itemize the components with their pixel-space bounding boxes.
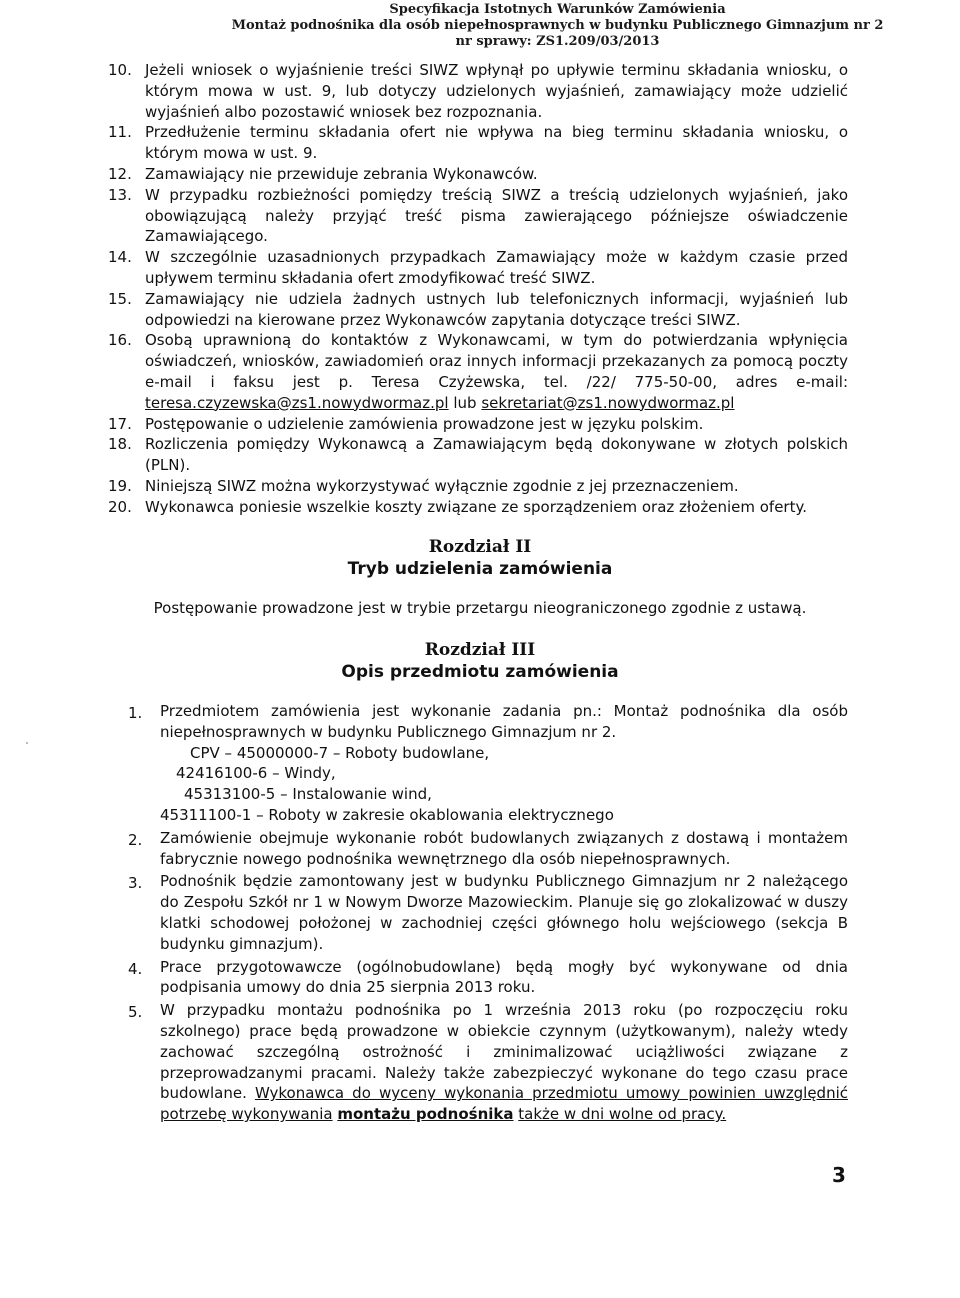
- item-text: Przedmiotem zamówienia jest wykonanie zadania pn.: Montaż podnośnika dla osób niepełnosprawnych w budynku Publicznego Gimnazjum nr 2.: [160, 702, 848, 741]
- list-item: [128, 828, 848, 870]
- item-text: W szczególnie uzasadnionych przypadkach Zamawiający może w każdym czasie przed upływem terminu składania ofert zmodyfikować treść SIWZ.: [145, 248, 848, 287]
- list-item: [128, 871, 848, 954]
- list-item: [108, 164, 848, 185]
- scope-list: [128, 701, 848, 1127]
- item-text: Wykonawca poniesie wszelkie koszty związane ze sporządzeniem oraz złożeniem oferty.: [145, 497, 807, 516]
- list-item: [108, 122, 848, 164]
- or-text: lub: [453, 393, 477, 412]
- item-text: Osobą uprawnioną do kontaktów z Wykonawcami, w tym do potwierdzania wpłynięcia oświadczeń, wniosków, zawiadomień oraz innych informacji przekazanych za pomocą poczty e-mail i faksu jest p. Teresa Czyżewska, tel. /22/ 775-50-00, adres e-mail:: [145, 331, 848, 391]
- list-item: [108, 289, 848, 331]
- list-item: [108, 247, 848, 289]
- item-number: 1.: [128, 704, 143, 722]
- item-text: Rozliczenia pomiędzy Wykonawcą a Zamawiającym będą dokonywane w złotych polskich (PLN).: [145, 435, 848, 475]
- item-text: Postępowanie o udzielenie zamówienia prowadzone jest w języku polskim.: [145, 414, 704, 433]
- item-number: 19.: [108, 476, 132, 495]
- item-number: 13.: [108, 185, 132, 204]
- scan-speck: [26, 742, 28, 744]
- item-number: 10.: [108, 61, 132, 79]
- item-text: Niniejszą SIWZ można wykorzystywać wyłącznie zgodnie z jej przeznaczeniem.: [145, 476, 739, 495]
- email-link-contact[interactable]: teresa.czyzewska@zs1.nowydwormaz.pl: [145, 393, 449, 412]
- item-text: Przedłużenie terminu składania ofert nie wpływa na bieg terminu składania wniosku, o którym mowa w ust. 9.: [145, 123, 848, 163]
- cpv-code: 42416100-6 – Windy,: [176, 764, 336, 783]
- list-item: [108, 330, 848, 413]
- header-title: Specyfikacja Istotnych Warunków Zamówienia: [389, 2, 726, 17]
- section-2-title: Rozdział II: [428, 537, 532, 557]
- item-number: 3.: [128, 874, 143, 893]
- underlined-note-end: także w dni wolne od pracy.: [518, 1105, 727, 1124]
- email-link-secretariat[interactable]: sekretariat@zs1.nowydwormaz.pl: [481, 393, 735, 412]
- cpv-code: 45313100-5 – Instalowanie wind,: [184, 785, 432, 804]
- section-3-title: Rozdział III: [424, 640, 536, 660]
- section-2-subtitle: Tryb udzielenia zamówienia: [347, 559, 613, 579]
- item-text: Zamawiający nie przewiduje zebrania Wykonawców.: [145, 164, 538, 183]
- item-text: W przypadku rozbieżności pomiędzy treścią SIWZ a treścią udzielonych wyjaśnień, jako obowiązującą należy przyjąć treść pisma zawierającego późniejsze oświadczenie Zamawiającego.: [145, 185, 848, 246]
- item-text: Zamawiający nie udziela żadnych ustnych lub telefonicznych informacji, wyjaśnień lub odpowiedzi na kierowane przez Wykonawców zapytania dotyczące treści SIWZ.: [145, 289, 848, 329]
- list-item: [108, 476, 848, 497]
- list-item: [128, 701, 848, 826]
- page-header: [0, 2, 960, 50]
- cpv-code: 45311100-1 – Roboty w zakresie okablowania elektrycznego: [160, 805, 614, 824]
- procedure-mode-text: Postępowanie prowadzone jest w trybie przetargu nieograniczonego zgodnie z ustawą.: [153, 599, 807, 617]
- list-item: [108, 60, 848, 122]
- item-number: 11.: [108, 123, 132, 142]
- item-number: 5.: [128, 1003, 143, 1022]
- cpv-code: CPV – 45000000-7 – Roboty budowlane,: [190, 743, 490, 762]
- item-number: 2.: [128, 830, 143, 849]
- item-text: Zamówienie obejmuje wykonanie robót budowlanych związanych z dostawą i montażem fabrycznie nowego podnośnika wewnętrznego dla osób niepełnosprawnych.: [160, 828, 848, 868]
- item-number: 16.: [108, 331, 132, 350]
- list-item: [128, 957, 848, 999]
- list-item: [108, 434, 848, 476]
- header-case-number: nr sprawy: ZS1.209/03/2013: [455, 34, 660, 49]
- item-number: 12.: [108, 164, 132, 183]
- list-item: [128, 1000, 848, 1125]
- item-text: Jeżeli wniosek o wyjaśnienie treści SIWZ wpłynął po upływie terminu składania wniosku, o którym mowa w ust. 9, lub dotyczy udzielonych wyjaśnień, zamawiający może udzielić wyjaśnień albo pozostawić wniosek bez rozpoznania.: [145, 61, 848, 121]
- item-number: 17.: [108, 414, 132, 433]
- item-text: Prace przygotowawcze (ogólnobudowlane) będą mogły być wykonywane od dnia podpisania umowy do dnia 25 sierpnia 2013 roku.: [160, 957, 848, 997]
- item-number: 20.: [108, 497, 132, 516]
- item-number: 18.: [108, 435, 132, 454]
- underlined-note-bold: montażu podnośnika: [337, 1105, 514, 1124]
- item-number: 14.: [108, 248, 132, 267]
- numbered-list: [108, 60, 848, 518]
- item-text: Podnośnik będzie zamontowany jest w budynku Publicznego Gimnazjum nr 2 należącego do Zespołu Szkół nr 1 w Nowym Dworze Mazowieckim. Planuje się go zlokalizować w duszy klatki schodowej położonej w zachodniej części głównego holu wejściowego (sekcja B budynku gimnazjum).: [160, 872, 848, 953]
- page-number: 3: [832, 1163, 846, 1187]
- header-subject: Montaż podnośnika dla osób niepełnosprawnych w budynku Publicznego Gimnazjum nr 2: [231, 18, 884, 33]
- list-item: [108, 414, 848, 435]
- item-number: 4.: [128, 959, 143, 978]
- section-3-subtitle: Opis przedmiotu zamówienia: [341, 662, 619, 682]
- list-item: [108, 185, 848, 247]
- item-number: 15.: [108, 289, 132, 308]
- underlined-note: Wykonawca do wyceny wykonania przedmiotu umowy powinien uwzględnić potrzebę wykonywania: [160, 1084, 848, 1124]
- item-text: W przypadku montażu podnośnika po 1 września 2013 roku (po rozpoczęciu roku szkolnego) prace będą prowadzone w obiekcie czynnym (użytkowanym), należy wtedy zachować szczególną ostrożność i zminimalizować uciążliwości związane z przeprowadzanymi pracami. Należy także zabezpieczyć wykonane do tego czasu prace budowlane.: [160, 1001, 848, 1103]
- list-item: [108, 497, 848, 518]
